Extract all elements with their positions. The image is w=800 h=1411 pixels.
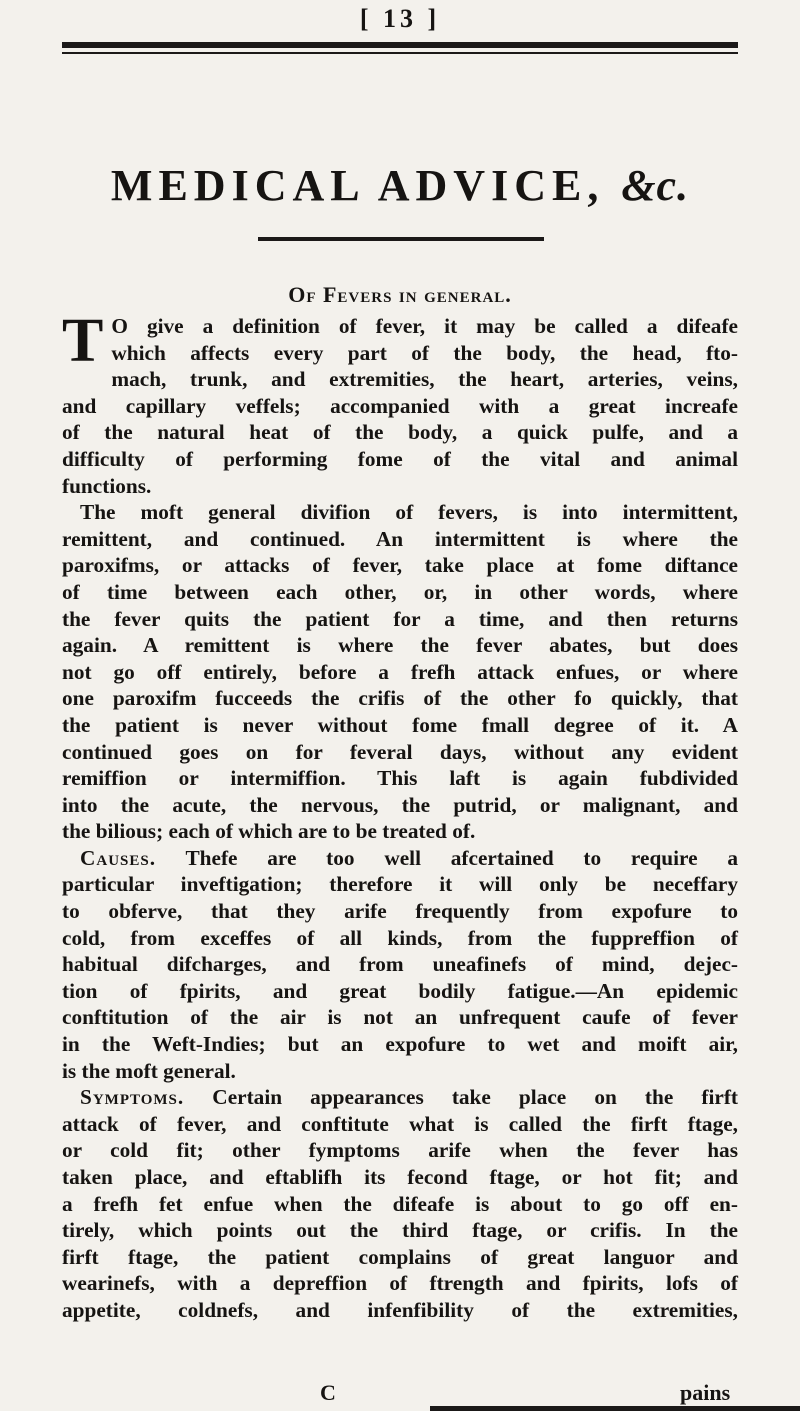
text-line: habitual difcharges, and from uneafinefs of mind, dejec-: [62, 952, 738, 977]
text-line: again. A remittent is where the fever abates, but does: [62, 633, 738, 658]
text-line: is the moft general.: [62, 1058, 236, 1083]
paragraph-divisions: [62, 499, 738, 845]
text-line: in the Weft-Indies; but an expofure to wet and moift air,: [62, 1032, 738, 1057]
text-line: tirely, which points out the third ftage, or crifis. In the: [62, 1218, 738, 1243]
catchword: pains: [680, 1380, 731, 1405]
text-line: continued goes on for feveral days, without any evident: [62, 739, 738, 764]
drop-cap: T: [62, 307, 104, 375]
text-line: tion of fpirits, and great bodily fatigue.—An epidemic: [62, 978, 738, 1003]
page-number: [ 13 ]: [359, 4, 441, 33]
text-line: which affects every part of the body, the head, fto-: [111, 340, 738, 365]
text-line: into the acute, the nervous, the putrid, or malignant, and: [62, 792, 738, 817]
text-line: of time between each other, or, in other words, where: [62, 579, 738, 604]
text-line: conftitution of the air is not an unfrequent caufe of fever: [62, 1005, 738, 1030]
text-line: remiffion or intermiffion. This laft is again fubdivided: [62, 766, 738, 791]
paragraph-symptoms: [62, 1084, 738, 1323]
heading-rule: [258, 237, 544, 241]
body-text: [62, 307, 738, 1324]
section-title: Of Fevers in general.: [288, 282, 512, 307]
text-line: particular inveftigation; therefore it will only be neceffary: [62, 872, 738, 897]
text-line: one paroxifm fucceeds the crifis of the other fo quickly, that: [62, 686, 738, 711]
top-rule-thick: [62, 42, 738, 48]
text-line: [62, 1084, 738, 1111]
text-line: The moft general divifion of fevers, is into intermittent,: [80, 500, 738, 525]
paragraph-causes: [62, 845, 738, 1084]
text-line: the bilious; each of which are to be treated of.: [62, 819, 476, 844]
text-line: firft ftage, the patient complains of great languor and: [62, 1244, 738, 1269]
text-line: and capillary veffels; accompanied with a great increafe: [62, 393, 738, 418]
top-rule-thin: [62, 52, 738, 54]
text-line: or cold fit; other fymptoms arife when the fever has: [62, 1138, 738, 1163]
causes-label: Causes.: [80, 845, 157, 870]
page-heading: [0, 160, 800, 211]
text-line: difficulty of performing fome of the vital and animal: [62, 446, 738, 471]
symptoms-first-line: Certain appearances take place on the firft: [184, 1085, 738, 1110]
paragraph-definition: [62, 307, 738, 499]
text-line: appetite, coldnefs, and infenfibility of the extremities,: [62, 1297, 738, 1322]
text-line: not go off entirely, before a frefh attack enfues, or where: [62, 659, 738, 684]
text-line: cold, from exceffes of all kinds, from the fuppreffion of: [62, 925, 738, 950]
text-line: attack of fever, and conftitute what is called the firft ftage,: [62, 1111, 738, 1136]
text-line: [62, 845, 738, 872]
heading-suffix: &c.: [621, 161, 690, 210]
text-line: the fever quits the patient for a time, and then returns: [62, 606, 738, 631]
text-line: the patient is never without fome fmall degree of it. A: [62, 712, 738, 737]
causes-first-line: Thefe are too well afcertained to require a: [156, 845, 738, 870]
text-line: a frefh fet enfue when the difeafe is about to go off en-: [62, 1191, 738, 1216]
text-line: wearinefs, with a depreffion of ftrength and fpirits, lofs of: [62, 1271, 738, 1296]
text-line: paroxifms, or attacks of fever, take place at fome diftance: [62, 553, 738, 578]
text-line: O give a definition of fever, it may be called a difeafe: [111, 314, 738, 338]
symptoms-label: Symptoms.: [80, 1085, 185, 1110]
text-line: mach, trunk, and extremities, the heart, arteries, veins,: [111, 367, 738, 392]
text-line: of the natural heat of the body, a quick pulfe, and a: [62, 420, 738, 445]
text-line: remittent, and continued. An intermittent is where the: [62, 526, 738, 551]
text-line: to obferve, that they arife frequently from expofure to: [62, 899, 738, 924]
bottom-rule: [430, 1406, 800, 1411]
text-line: taken place, and eftablifh its fecond ftage, or hot fit; and: [62, 1165, 738, 1189]
signature-mark: C: [320, 1380, 336, 1405]
heading-title: MEDICAL ADVICE,: [110, 161, 622, 210]
text-line: functions.: [62, 473, 152, 498]
